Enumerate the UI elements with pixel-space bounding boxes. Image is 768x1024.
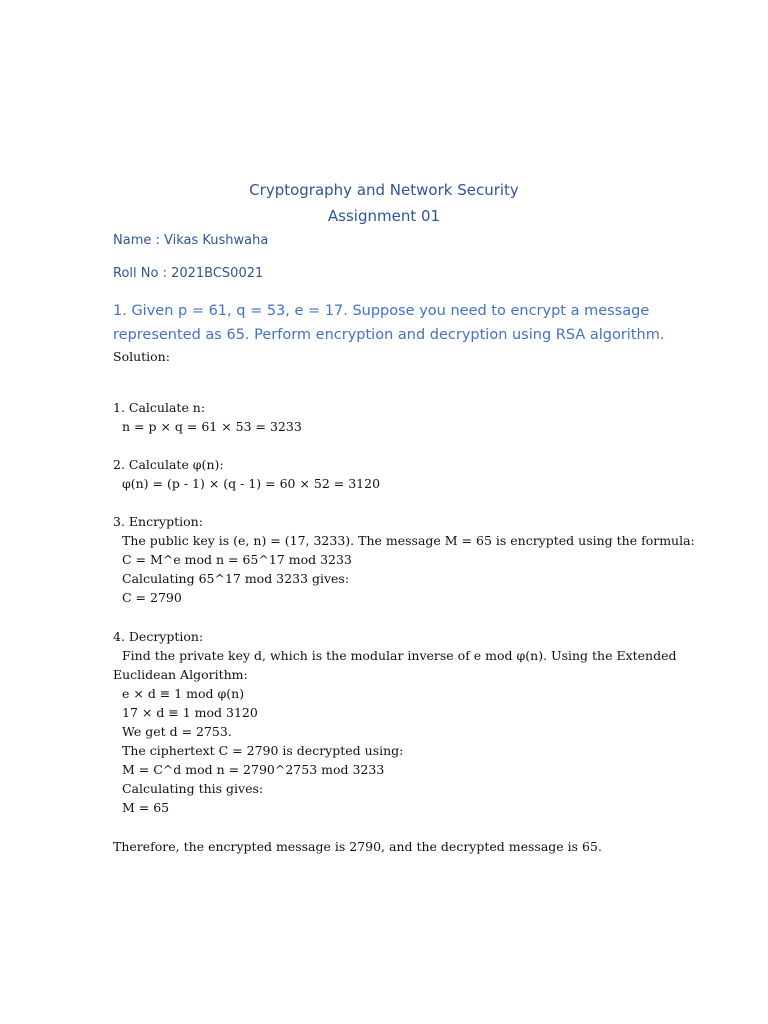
step4-line: The ciphertext C = 2790 is decrypted using: (122, 743, 404, 758)
step4-line: Calculating this gives: (122, 781, 264, 796)
student-name: Name : Vikas Kushwaha (113, 233, 269, 248)
step2-line: φ(n) = (p - 1) × (q - 1) = 60 × 52 = 3120 (122, 476, 381, 491)
step1-heading: 1. Calculate n: (113, 400, 206, 415)
step3-line: C = M^e mod n = 65^17 mod 3233 (122, 552, 352, 567)
step2-heading: 2. Calculate φ(n): (113, 457, 224, 472)
step4-heading: 4. Decryption: (113, 629, 204, 644)
question-text: 1. Given p = 61, q = 53, e = 17. Suppose you need to encrypt a message represented as 65. Perform encryption and decryption using RSA algorithm. (113, 303, 665, 343)
step3-line: The public key is (e, n) = (17, 3233). The message M = 65 is encrypted using the formula: (122, 533, 695, 548)
step4-line: We get d = 2753. (122, 724, 232, 739)
step4-line: 17 × d ≡ 1 mod 3120 (122, 705, 258, 720)
step3-heading: 3. Encryption: (113, 514, 203, 529)
step4-intro: Find the private key d, which is the modular inverse of e mod φ(n). Using the Extended (122, 648, 677, 663)
step3-line: C = 2790 (122, 590, 182, 605)
step4-line: M = C^d mod n = 2790^2753 mod 3233 (122, 762, 385, 777)
conclusion-text: Therefore, the encrypted message is 2790, and the decrypted message is 65. (113, 839, 602, 854)
assignment-title: Assignment 01 (327, 207, 441, 225)
solution-label: Solution: (113, 349, 170, 364)
step4-intro-continued: Euclidean Algorithm: (113, 667, 248, 682)
step4-line: e × d ≡ 1 mod φ(n) (122, 686, 245, 701)
step1-line: n = p × q = 61 × 53 = 3233 (122, 419, 302, 434)
step4-line: M = 65 (122, 800, 170, 815)
document-title: Cryptography and Network Security (249, 181, 519, 199)
step3-line: Calculating 65^17 mod 3233 gives: (122, 571, 350, 586)
roll-number: Roll No : 2021BCS0021 (113, 266, 264, 281)
